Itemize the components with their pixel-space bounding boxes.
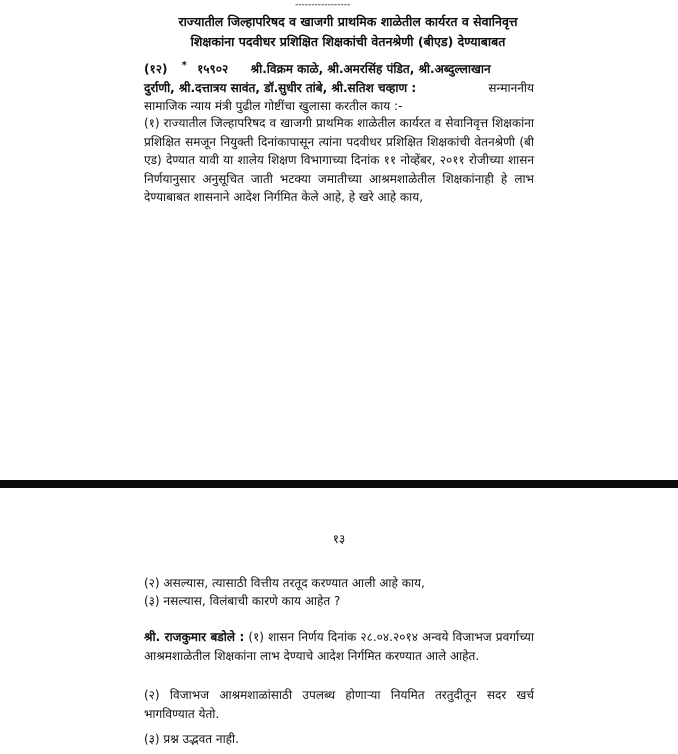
question-header-line-2 — [144, 79, 534, 98]
page-divider — [0, 480, 678, 488]
star-icon: * — [181, 60, 187, 71]
members-line-1: श्री.विक्रम काळे, श्री.अमरसिंह पंडित, श्री.अब्दुल्लाखान — [250, 62, 491, 76]
answer-part-1 — [144, 628, 534, 665]
answer-speaker: श्री. राजकुमार बडोले : — [144, 630, 245, 644]
title-line-1: राज्यातील जिल्हापरिषद व खाजगी प्राथमिक शाळेतील कार्यरत व सेवानिवृत्त — [178, 14, 518, 29]
question-number: (१२) — [144, 62, 168, 76]
answer-text-1: (१) शासन निर्णय दिनांक २८.०४.२०१४ अन्वये विजाभज प्रवर्गाच्या आश्रमशाळेतील शिक्षकांना लाभ देण्याचे आदेश निर्गमित करण्यात आले आहेत. — [144, 630, 534, 663]
answer-part-3: (३) प्रश्न उद्भवत नाही. — [144, 732, 239, 746]
question-id: १५९०२ — [197, 62, 229, 76]
title-line-2: शिक्षकांना पदवीधर प्रशिक्षित शिक्षकांची वेतनश्रेणी (बीएड) देण्याबाबत — [190, 34, 506, 49]
question-part-2: (२) असल्यास, त्यासाठी वित्तीय तरतूद करण्यात आली आहे काय, — [144, 576, 425, 590]
question-title — [128, 12, 568, 52]
question-header — [144, 57, 534, 116]
question-part-1: (१) राज्यातील जिल्हापरिषद व खाजगी प्राथमिक शाळेतील कार्यरत व सेवानिवृत्त शिक्षकांना प्रशिक्षित समजून नियुक्ती दिनांकापासून त्यांना पदवीधर प्रशिक्षित शिक्षकांची वेतनश्रेणी (बी एड) देण्यात यावी या शालेय शिक्षण विभागाच्या दिनांक ११ नोव्हेंबर, २०११ रोजीच्या शासन निर्णयानुसार अनुसूचित जाती भटक्या जमातीच्या आश्रमशाळेतील शिक्षकांनाही हे लाभ देण्याबाबत शासनाने आदेश निर्गमित केले आहे, हे खरे आहे काय, — [144, 116, 534, 205]
addressee-line: सामाजिक न्याय मंत्री पुढील गोष्टींचा खुलासा करतील काय :- — [144, 99, 403, 114]
addressee-start: सन्माननीय — [488, 80, 534, 95]
question-part-3: (३) नसल्यास, विलंबाची कारणे काय आहेत ? — [144, 594, 341, 608]
answer-part-2: (२) विजाभज आश्रमशाळांसाठी उपलब्ध होणाऱ्या नियमित तरतुदीतून सदर खर्च भागविण्यात येतो. — [144, 688, 534, 721]
question-header-line-1 — [144, 57, 534, 79]
page-number: १३ — [332, 532, 346, 546]
members-line-2: दुर्राणी, श्री.दत्तात्रय सावंत, डॉ.सुधीर तांबे, श्री.सतिश चव्हाण : — [144, 80, 417, 95]
separator-line: ----------------- — [295, 0, 351, 10]
